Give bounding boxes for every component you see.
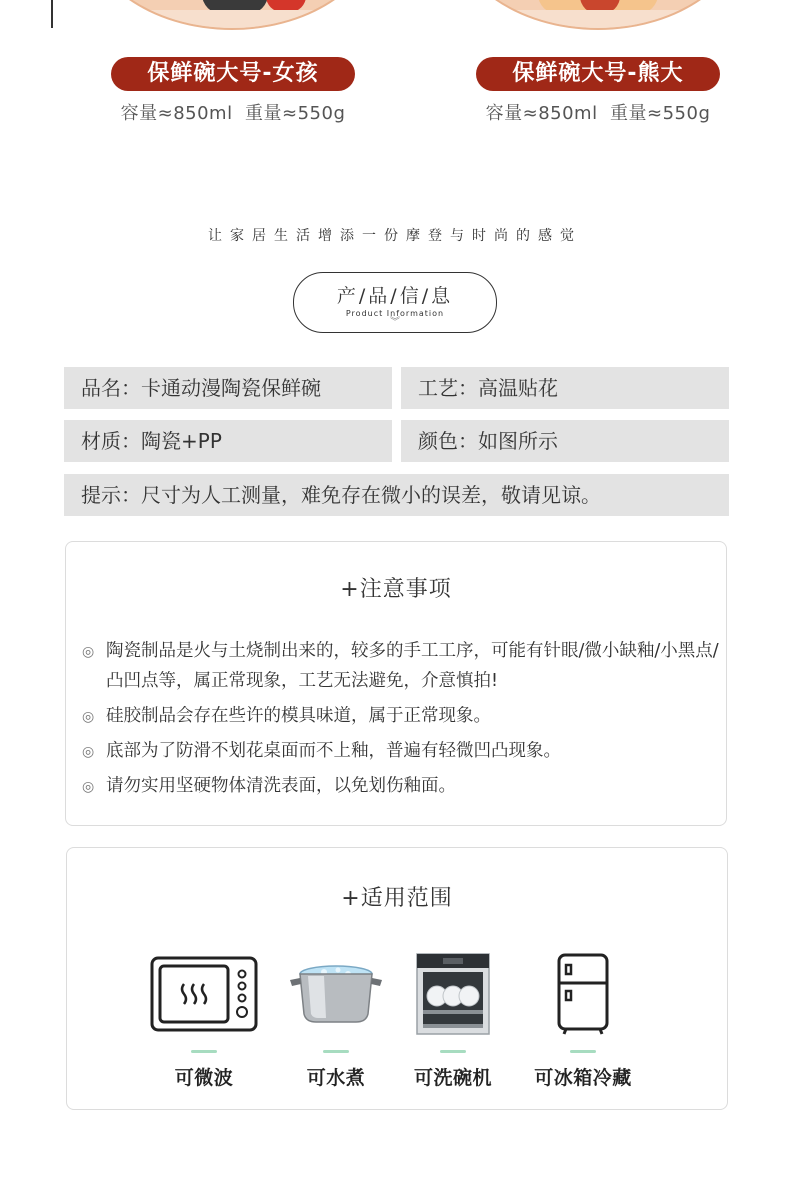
scope-card — [66, 847, 728, 1110]
list-item — [82, 701, 722, 731]
scope-item-microwave — [134, 952, 274, 1090]
badge-subtitle: Product Information — [345, 309, 445, 318]
list-item — [82, 771, 722, 801]
info-color: 颜色：如图所示 — [401, 420, 729, 462]
product-information-badge — [293, 272, 497, 333]
tagline: 让家居生活增添一份摩登与时尚的感觉 — [208, 228, 582, 244]
scope-label: 可洗碗机 — [413, 1067, 492, 1089]
note-text: 请勿实用坚硬物体清洗表面，以免划伤釉面。 — [106, 776, 456, 796]
badge-title: 产/品/信/息 — [336, 285, 454, 307]
list-item — [82, 636, 722, 696]
accent-dash — [440, 1050, 466, 1053]
note-text: 陶瓷制品是火与土烧制出来的，较多的手工工序，可能有针眼/微小缺釉/小黑点/凸凹点等，属正常现象，工艺无法避免，介意慎拍! — [106, 641, 719, 691]
bowl-bear-image — [448, 0, 748, 30]
scope-label: 可微波 — [174, 1067, 234, 1089]
bullet-icon: ◎ — [82, 709, 95, 725]
bullet-icon: ◎ — [82, 644, 95, 660]
scope-title: +适用范围 — [341, 886, 453, 911]
notes-title: +注意事项 — [340, 577, 452, 602]
refrigerator-icon — [513, 952, 653, 1036]
note-text: 底部为了防滑不划花桌面而不上釉，普遍有轻微凹凸现象。 — [106, 741, 561, 761]
list-item — [82, 736, 722, 766]
info-product-name: 品名：卡通动漫陶瓷保鲜碗 — [64, 367, 392, 409]
bullet-icon: ◎ — [82, 779, 95, 795]
accent-dash — [323, 1050, 349, 1053]
scope-item-refrigerator — [513, 952, 653, 1090]
notes-card — [65, 541, 727, 826]
bowl-rim — [450, 10, 746, 28]
bowl-girl-image — [82, 0, 382, 30]
product-spec: 容量≈850ml 重量≈550g — [120, 103, 346, 124]
dishwasher-icon — [383, 952, 523, 1036]
notes-list — [82, 636, 722, 806]
scope-items — [67, 952, 727, 1102]
info-material: 材质：陶瓷+PP — [64, 420, 392, 462]
info-tip: 提示：尺寸为人工测量，难免存在微小的误差，敬请见谅。 — [64, 474, 729, 516]
scope-label: 可水煮 — [306, 1067, 366, 1089]
edge-line — [51, 0, 53, 28]
double-chevron-down-icon: ︾ — [390, 317, 400, 328]
info-craft: 工艺：高温贴花 — [401, 367, 729, 409]
note-text: 硅胶制品会存在些许的模具味道，属于正常现象。 — [106, 706, 491, 726]
scope-item-dishwasher — [383, 952, 523, 1090]
bowl-rim — [84, 10, 380, 28]
accent-dash — [191, 1050, 217, 1053]
product-name-pill: 保鲜碗大号-熊大 — [476, 57, 720, 91]
product-name-pill: 保鲜碗大号-女孩 — [111, 57, 355, 91]
scope-label: 可冰箱冷藏 — [534, 1067, 632, 1089]
microwave-icon — [134, 952, 274, 1036]
accent-dash — [570, 1050, 596, 1053]
product-spec: 容量≈850ml 重量≈550g — [485, 103, 711, 124]
bullet-icon: ◎ — [82, 744, 95, 760]
